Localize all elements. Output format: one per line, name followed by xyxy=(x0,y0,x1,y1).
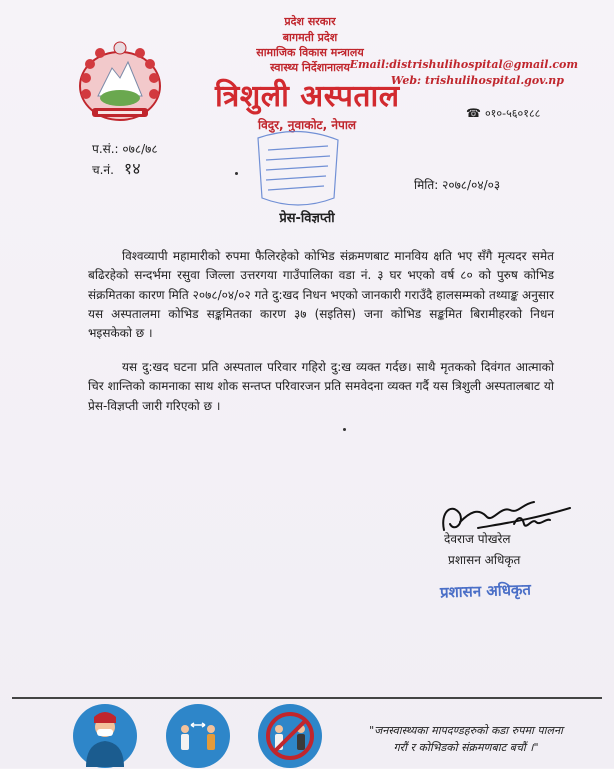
body-paragraph-1: विश्वव्यापी महामारीको रुपमा फैलिरहेको कोभिड संक्रमणबाट मानविय क्षति भए सँगै मृत्यदर समेत बढिरहेको सन्दर्भमा रसुवा जिल्ला उत्तरगया गाउँपालिका वडा नं. ३ घर भएको वर्ष ८० को पुरुष कोभिड संक्रमितका कारण मिति २०७८/०४/०२ गते दु:खद निधन भएको जानकारी गराउँदै हालसम्मको तथ्याङ्क अनुसार यस अस्पतालमा कोभिड सङ्कमितका कारण ३७ (सइतिस) जना कोभिड सङ्कमित बिरामीहरको निधन भइसकेको छ । xyxy=(88,249,554,341)
dispatch-number xyxy=(92,157,141,179)
header-province: बागमती प्रदेश xyxy=(282,31,338,44)
hospital-name: त्रिशुली अस्पताल xyxy=(215,79,400,114)
header-directorate: स्वास्थ्य निर्देशानालय xyxy=(270,61,350,74)
reference-number: प.सं.: ०७८/७८ xyxy=(92,142,158,156)
hospital-address: विदुर, नुवाकोट, नेपाल xyxy=(258,118,357,132)
mask-person-icon xyxy=(72,703,138,769)
footer-divider xyxy=(12,697,602,699)
speck xyxy=(343,428,346,431)
document-title: प्रेस-विज्ञप्ती xyxy=(279,211,335,226)
letter-date: मिति: २०७८/०४/०३ xyxy=(414,178,501,192)
signatory-name: देवराज पोखरेल xyxy=(444,532,511,546)
phone-number xyxy=(466,106,540,121)
speck xyxy=(235,172,238,175)
footer-slogan xyxy=(346,722,586,756)
designation-stamp: प्रशासन अधिकृत xyxy=(439,580,532,602)
header-government: प्रदेश सरकार xyxy=(284,15,336,28)
no-handshake-icon xyxy=(257,703,323,769)
office-seal-stamp xyxy=(248,128,348,210)
slogan-line-1: "जनस्वास्थ्यका मापदण्डहरुको कडा रुपमा पालना xyxy=(369,724,563,737)
phone-number-text: ०१०-५६०१८८ xyxy=(484,107,541,120)
social-distancing-icon xyxy=(165,703,231,769)
telephone-icon: ☎ xyxy=(466,106,481,120)
dispatch-label: च.नं. xyxy=(92,163,114,177)
nepal-emblem-icon xyxy=(76,38,164,124)
email-text: Email:distrishulihospital@gmail.com xyxy=(349,58,578,71)
signatory-designation: प्रशासन अधिकृत xyxy=(448,553,521,567)
body-paragraph-2: यस दु:खद घटना प्रति अस्पताल परिवार गहिरो दु:ख व्यक्त गर्दछ। साथै मृतकको दिवंगत आत्माको चिर शान्तिको कामनाका साथ शोक सन्तप्त परिवारजन प्रति समवेदना व्यक्त गर्दै यस त्रिशुली अस्पतालबाट यो प्रेस-विज्ञप्ती जारी गरिएको छ । xyxy=(88,360,554,413)
dispatch-value: १४ xyxy=(123,159,141,178)
header-ministry: सामाजिक विकास मन्त्रालय xyxy=(256,46,364,59)
slogan-line-2: गरौं र कोभिडको संक्रमणबाट बचौं ।" xyxy=(393,741,539,754)
website-text: Web: trishulihospital.gov.np xyxy=(390,74,564,87)
